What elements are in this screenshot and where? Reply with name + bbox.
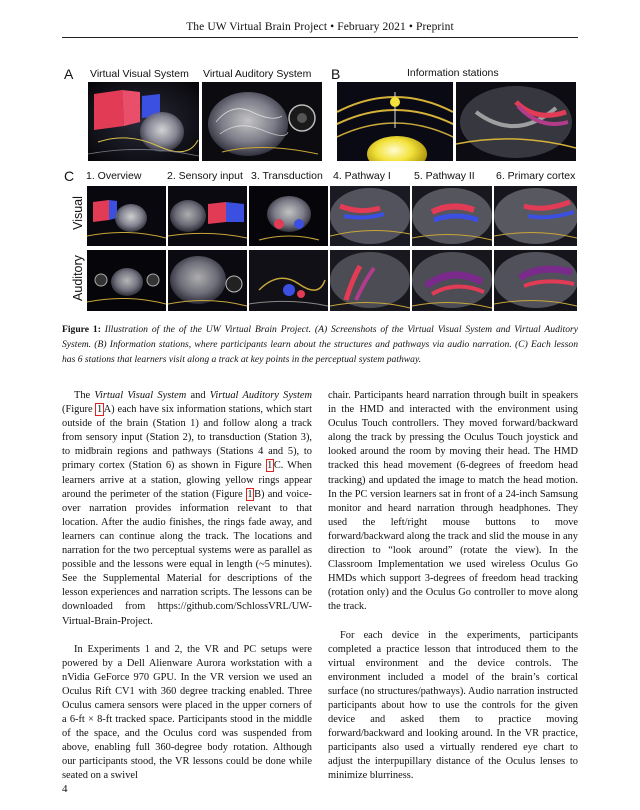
header-rule — [62, 37, 578, 38]
screenshot-virtual-visual-system — [88, 82, 199, 161]
figure-ref-link[interactable]: 1 — [247, 488, 253, 500]
visual-station-5-thumbnail — [412, 186, 492, 246]
station-label-6: 6. Primary cortex — [496, 170, 576, 182]
right-paragraph-2: For each device in the experiments, participants completed a practice lesson that introduced them to the virtual environment and the device controls. The environment included a model of the brain’s cortical surface (no structures/pathways). Audio narration instructed participants about how to use the controls for the given device and asked them to practice moving forward/backward and looking around. In the VR practice, participants also used a virtually rendered eye chart to adjust the interpupillary distance of the Oculus lenses to minimize blurriness. — [328, 629, 578, 782]
panel-a-letter: A — [64, 66, 74, 82]
left-paragraph-2: In Experiments 1 and 2, the VR and PC setups were powered by a Dell Alienware Aurora workstation with a nVidia GeForce 970 GPU. In the VR version we used an Oculus Rift CV1 with 360 degree tracking enabled. Three Oculus camera sensors were placed in the upper corners of a 6-ft × 8-ft tracked space. Participants stood in the middle of the space, and the Oculus cord was suspended from above, enabling full 360-degree body rotation. Although our participants stood, the VR lessons could be done while seated on a swivel — [62, 643, 312, 782]
figure-ref-link[interactable]: 1 — [267, 460, 273, 472]
auditory-station-5-thumbnail — [412, 250, 492, 311]
visual-station-4-thumbnail — [330, 186, 410, 246]
caption-label: Figure 1: — [62, 324, 101, 335]
row-label-auditory: Auditory — [71, 255, 85, 301]
panel-b-letter: B — [331, 66, 341, 82]
auditory-station-3-thumbnail — [249, 250, 328, 311]
screenshot-virtual-auditory-system — [202, 82, 322, 161]
body-right-column — [328, 389, 578, 784]
visual-station-1-thumbnail — [87, 186, 166, 246]
station-label-1: 1. Overview — [86, 170, 142, 182]
body-left-column — [62, 389, 312, 784]
figure-ref-link[interactable]: 1 — [96, 404, 103, 416]
left-paragraph-1: The Virtual Visual System and Virtual Auditory System (Figure 1 A) each have six information stations, which start outside of the brain (Station 1) and follow along a track from sensory input (Station 2), to transduction (Station 3), to midbrain regions and pathways (Stations 4 and 5), to primary cortex (Station 6) as shown in Figure 1 C. When learners arrive at a station, glowing yellow rings appear around the perimeter of the station (Figure 1 B) and voice-over narration provides information relevant to that location. After the audio finishes, the rings fade away, and learners can continue along the track. The locations and narration for the two perceptual systems were as parallel as possible and the lessons were equal in length (~5 minutes). See the Supplemental Material for descriptions of the lesson experiences and narration scripts. The lessons can be downloaded from https://github.com/SchlossVRL/UW-Virtual-Brain-Project. — [62, 390, 312, 627]
station-label-2: 2. Sensory input — [167, 170, 243, 182]
panel-c-letter: C — [64, 168, 75, 184]
screenshot-information-station-rings — [337, 82, 453, 161]
visual-station-3-thumbnail — [249, 186, 328, 246]
page-number: 4 — [62, 783, 68, 795]
caption-text: Illustration of the of the UW Virtual Brain Project. (A) Screenshots of the Virtual Visual System and Virtual Auditory System. (B) Information stations, where participants learn about the structures and pathways via audio narration. (C) Each lesson has 6 stations that learners visit along a track at key points in the perceptual system pathway. — [62, 324, 578, 365]
panel-a-label-visual: Virtual Visual System — [90, 68, 189, 80]
right-paragraph-1: chair. Participants heard narration through built in speakers in the HMD and interacted with the environment using Oculus Touch controllers. They moved forward/backward along the track by pressing the Oculus Touch joystick and looked around the room by moving their head. The HMD tracked this head movement (6-degrees of freedom head tracking) and updated the image to match the head motion. In the PC version learners sat in front of a 24-inch Samsung monitor and heard narration through headphones. They used the left/right mouse buttons to move forward/backward along the track and slid the mouse in any direction to “look around” (rotate the view). In the Classroom Implementation we used wireless Oculus Go HMDs which support 3-degrees of freedom head tracking (rotation only) and the Oculus Go controller to move along the track. — [328, 390, 578, 613]
row-label-visual: Visual — [71, 196, 85, 230]
screenshot-information-station-pathway — [456, 82, 576, 161]
figure-caption — [62, 322, 578, 367]
auditory-station-4-thumbnail — [330, 250, 410, 311]
visual-station-6-thumbnail — [494, 186, 577, 246]
panel-b-label: Information stations — [407, 67, 499, 79]
station-label-4: 4. Pathway I — [333, 170, 391, 182]
panel-a-label-auditory: Virtual Auditory System — [203, 68, 312, 80]
station-label-3: 3. Transduction — [251, 170, 323, 182]
auditory-station-1-thumbnail — [87, 250, 166, 311]
auditory-station-6-thumbnail — [494, 250, 577, 311]
station-label-5: 5. Pathway II — [414, 170, 475, 182]
visual-station-2-thumbnail — [168, 186, 247, 246]
running-header: The UW Virtual Brain Project • February 2021 • Preprint — [186, 21, 454, 33]
auditory-station-2-thumbnail — [168, 250, 247, 311]
